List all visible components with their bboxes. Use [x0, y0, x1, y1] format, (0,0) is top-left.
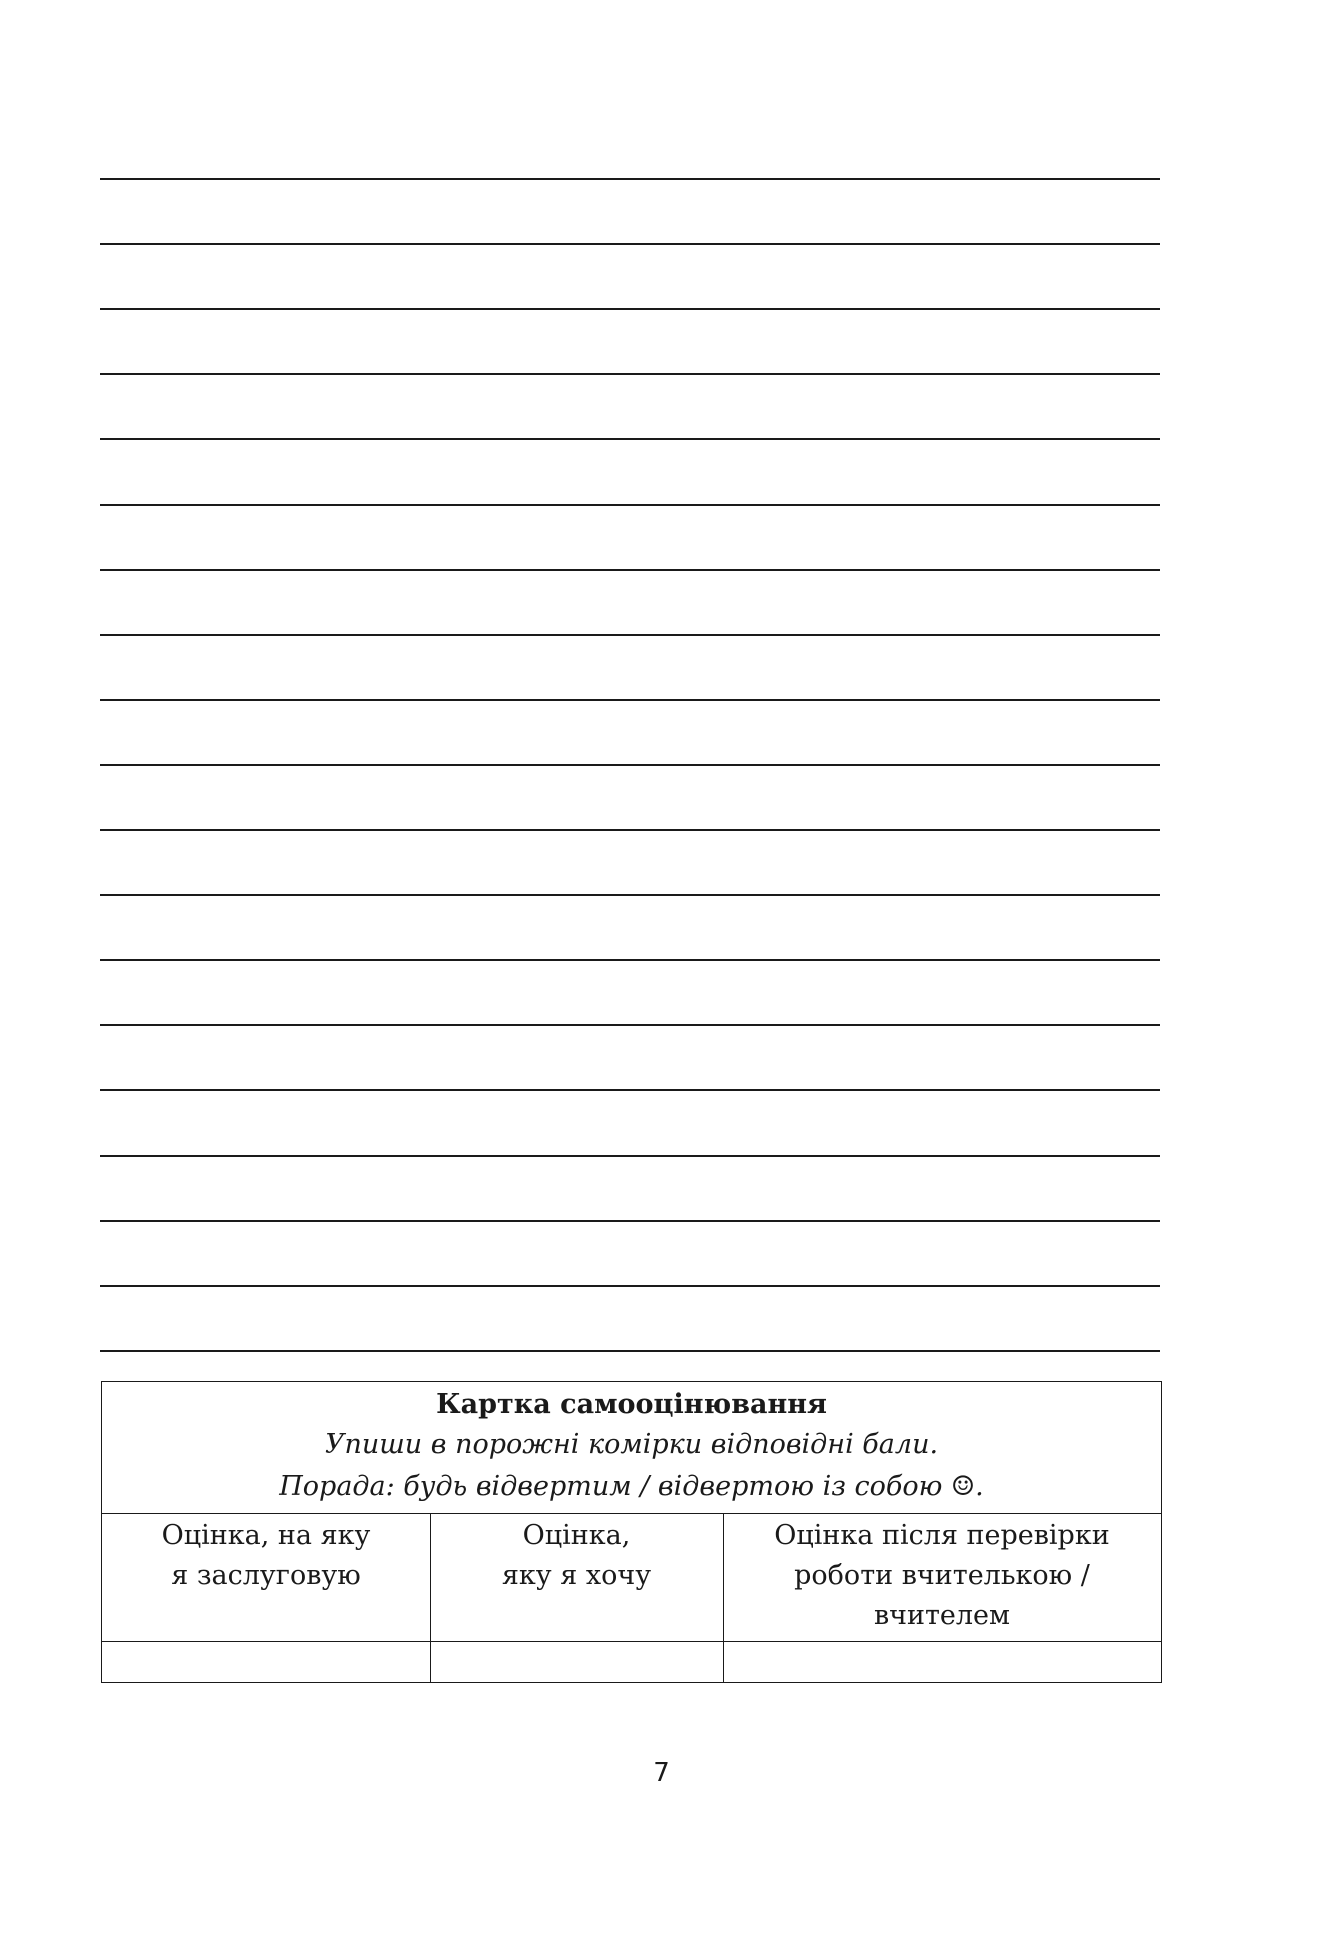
- writing-line: [100, 1220, 1160, 1222]
- writing-line: [100, 438, 1160, 440]
- writing-line: [100, 829, 1160, 831]
- score-cell-teacher[interactable]: [724, 1642, 1161, 1682]
- writing-line: [100, 243, 1160, 245]
- column-header-line: Оцінка, на яку: [161, 1520, 371, 1551]
- column-header-line: Оцінка,: [522, 1520, 631, 1551]
- card-tip: Порада: будь відвертим / відвертою із собою ☺.: [279, 1471, 984, 1502]
- page-number: 7: [653, 1758, 670, 1788]
- column-header-teacher: [723, 1514, 1161, 1642]
- writing-line: [100, 569, 1160, 571]
- writing-line: [100, 373, 1160, 375]
- self-assessment-card: [101, 1381, 1162, 1683]
- column-header-line: вчителем: [873, 1600, 1011, 1631]
- column-header-line: яку я хочу: [501, 1560, 652, 1591]
- writing-line: [100, 1350, 1160, 1352]
- writing-line: [100, 178, 1160, 180]
- card-header: [102, 1382, 1161, 1514]
- writing-line: [100, 1024, 1160, 1026]
- writing-line: [100, 699, 1160, 701]
- writing-line: [100, 1285, 1160, 1287]
- writing-line: [100, 959, 1160, 961]
- card-instruction: Упиши в порожні комірки відповідні бали.: [324, 1429, 939, 1460]
- writing-line: [100, 1089, 1160, 1091]
- writing-line: [100, 764, 1160, 766]
- column-header-line: Оцінка після перевірки: [774, 1520, 1110, 1551]
- column-header-wanted: [430, 1514, 723, 1642]
- column-header-line: я заслуговую: [171, 1560, 361, 1591]
- writing-lines: [100, 0, 1160, 1360]
- writing-line: [100, 634, 1160, 636]
- writing-line: [100, 894, 1160, 896]
- column-header-deserved: [102, 1514, 430, 1642]
- writing-line: [100, 1155, 1160, 1157]
- score-cell-wanted[interactable]: [431, 1642, 723, 1682]
- score-cell-deserved[interactable]: [102, 1642, 430, 1682]
- writing-line: [100, 308, 1160, 310]
- writing-line: [100, 504, 1160, 506]
- card-title: Картка самооцінювання: [436, 1389, 827, 1420]
- column-header-line: роботи вчителькою /: [794, 1560, 1090, 1591]
